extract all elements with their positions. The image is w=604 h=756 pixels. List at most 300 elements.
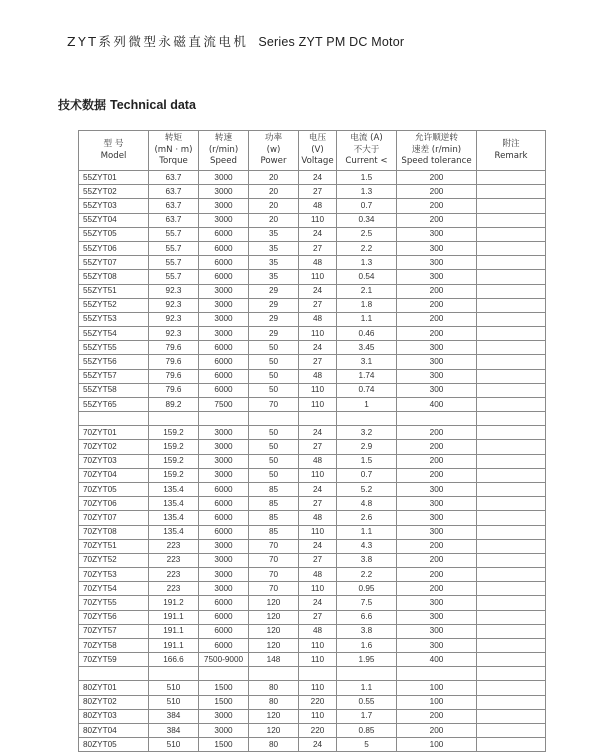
- cell-model: 70ZYT55: [79, 596, 149, 610]
- cell-current: 3.45: [337, 341, 397, 355]
- cell-remark: [477, 511, 546, 525]
- cell-torque: 79.6: [149, 355, 199, 369]
- cell-torque: 63.7: [149, 171, 199, 185]
- cell-speed: 3000: [199, 468, 249, 482]
- cell-model: 70ZYT06: [79, 497, 149, 511]
- cell-remark: [477, 171, 546, 185]
- empty-cell: [79, 667, 149, 681]
- cell-remark: [477, 738, 546, 752]
- cell-remark: [477, 213, 546, 227]
- cell-voltage: 110: [299, 653, 337, 667]
- cell-power: 70: [249, 582, 299, 596]
- cell-speed-tolerance: 300: [397, 383, 477, 397]
- cell-current: 1.6: [337, 639, 397, 653]
- cell-current: 1.3: [337, 256, 397, 270]
- cell-voltage: 27: [299, 553, 337, 567]
- cell-speed-tolerance: 300: [397, 639, 477, 653]
- table-row: [79, 298, 546, 312]
- cell-speed-tolerance: 300: [397, 624, 477, 638]
- cell-current: 0.7: [337, 199, 397, 213]
- empty-cell: [149, 412, 199, 426]
- cell-remark: [477, 256, 546, 270]
- cell-current: 2.2: [337, 568, 397, 582]
- cell-current: 3.8: [337, 624, 397, 638]
- group-separator-row: [79, 412, 546, 426]
- cell-voltage: 110: [299, 709, 337, 723]
- cell-current: 5: [337, 738, 397, 752]
- cell-model: 55ZYT06: [79, 241, 149, 255]
- cell-power: 50: [249, 440, 299, 454]
- cell-model: 55ZYT55: [79, 341, 149, 355]
- section-heading-english: Technical data: [110, 98, 196, 112]
- cell-model: 55ZYT05: [79, 227, 149, 241]
- cell-torque: 510: [149, 695, 199, 709]
- cell-torque: 159.2: [149, 440, 199, 454]
- cell-model: 80ZYT03: [79, 709, 149, 723]
- cell-voltage: 110: [299, 468, 337, 482]
- cell-voltage: 27: [299, 497, 337, 511]
- column-header-line: 转速: [214, 133, 233, 144]
- cell-speed: 6000: [199, 355, 249, 369]
- cell-current: 2.9: [337, 440, 397, 454]
- header-row: [79, 131, 546, 171]
- cell-power: 20: [249, 213, 299, 227]
- cell-power: 29: [249, 312, 299, 326]
- cell-torque: 223: [149, 553, 199, 567]
- cell-torque: 92.3: [149, 284, 199, 298]
- cell-model: 70ZYT56: [79, 610, 149, 624]
- table-row: [79, 213, 546, 227]
- cell-current: 6.6: [337, 610, 397, 624]
- cell-torque: 191.1: [149, 639, 199, 653]
- cell-current: 1.8: [337, 298, 397, 312]
- table-row: [79, 199, 546, 213]
- cell-remark: [477, 539, 546, 553]
- cell-speed-tolerance: 200: [397, 284, 477, 298]
- cell-current: 5.2: [337, 482, 397, 496]
- cell-torque: 166.6: [149, 653, 199, 667]
- cell-power: 50: [249, 369, 299, 383]
- cell-power: 80: [249, 695, 299, 709]
- cell-voltage: 27: [299, 185, 337, 199]
- cell-speed-tolerance: 200: [397, 553, 477, 567]
- cell-voltage: 110: [299, 525, 337, 539]
- cell-power: 50: [249, 383, 299, 397]
- cell-model: 70ZYT04: [79, 468, 149, 482]
- cell-speed-tolerance: 300: [397, 482, 477, 496]
- cell-voltage: 24: [299, 482, 337, 496]
- cell-voltage: 24: [299, 426, 337, 440]
- cell-torque: 63.7: [149, 213, 199, 227]
- cell-speed: 3000: [199, 171, 249, 185]
- cell-voltage: 220: [299, 723, 337, 737]
- table-row: [79, 525, 546, 539]
- cell-model: 70ZYT54: [79, 582, 149, 596]
- cell-torque: 159.2: [149, 426, 199, 440]
- cell-model: 70ZYT52: [79, 553, 149, 567]
- table-row: [79, 639, 546, 653]
- column-header-speed: [199, 131, 249, 171]
- table-row: [79, 497, 546, 511]
- cell-speed: 6000: [199, 624, 249, 638]
- cell-speed: 6000: [199, 270, 249, 284]
- cell-voltage: 27: [299, 440, 337, 454]
- cell-current: 7.5: [337, 596, 397, 610]
- cell-torque: 223: [149, 539, 199, 553]
- column-header-line: (V): [311, 144, 324, 155]
- cell-speed-tolerance: 300: [397, 511, 477, 525]
- cell-torque: 135.4: [149, 525, 199, 539]
- cell-speed: 6000: [199, 639, 249, 653]
- cell-torque: 384: [149, 723, 199, 737]
- cell-remark: [477, 227, 546, 241]
- cell-speed-tolerance: 300: [397, 497, 477, 511]
- cell-model: 55ZYT04: [79, 213, 149, 227]
- cell-power: 20: [249, 199, 299, 213]
- section-heading: [58, 96, 196, 113]
- cell-speed-tolerance: 300: [397, 525, 477, 539]
- cell-speed-tolerance: 300: [397, 355, 477, 369]
- cell-power: 20: [249, 185, 299, 199]
- table-row: [79, 539, 546, 553]
- cell-current: 3.1: [337, 355, 397, 369]
- cell-torque: 223: [149, 568, 199, 582]
- cell-power: 120: [249, 624, 299, 638]
- table-row: [79, 582, 546, 596]
- cell-model: 55ZYT01: [79, 171, 149, 185]
- cell-voltage: 27: [299, 241, 337, 255]
- table-row: [79, 341, 546, 355]
- table-row: [79, 185, 546, 199]
- table-row: [79, 398, 546, 412]
- table-header: [79, 131, 546, 171]
- cell-power: 120: [249, 709, 299, 723]
- cell-model: 55ZYT03: [79, 199, 149, 213]
- cell-torque: 135.4: [149, 497, 199, 511]
- cell-voltage: 110: [299, 327, 337, 341]
- column-header-current: [337, 131, 397, 171]
- cell-power: 85: [249, 525, 299, 539]
- cell-speed: 1500: [199, 738, 249, 752]
- table-body: [79, 171, 546, 752]
- table-row: [79, 468, 546, 482]
- column-header-line: 电压: [308, 133, 327, 144]
- title-english: Series ZYT PM DC Motor: [258, 35, 405, 49]
- cell-torque: 159.2: [149, 468, 199, 482]
- cell-speed-tolerance: 200: [397, 171, 477, 185]
- cell-speed-tolerance: 200: [397, 454, 477, 468]
- empty-cell: [299, 667, 337, 681]
- cell-current: 0.55: [337, 695, 397, 709]
- cell-voltage: 48: [299, 199, 337, 213]
- cell-voltage: 27: [299, 298, 337, 312]
- cell-voltage: 24: [299, 596, 337, 610]
- cell-speed: 3000: [199, 440, 249, 454]
- cell-speed: 6000: [199, 341, 249, 355]
- cell-model: 80ZYT04: [79, 723, 149, 737]
- cell-model: 70ZYT58: [79, 639, 149, 653]
- table-row: [79, 568, 546, 582]
- cell-speed-tolerance: 200: [397, 468, 477, 482]
- cell-remark: [477, 653, 546, 667]
- empty-cell: [199, 667, 249, 681]
- cell-power: 70: [249, 553, 299, 567]
- cell-speed: 6000: [199, 596, 249, 610]
- table-row: [79, 440, 546, 454]
- table-row: [79, 241, 546, 255]
- cell-voltage: 27: [299, 610, 337, 624]
- cell-remark: [477, 312, 546, 326]
- cell-voltage: 48: [299, 511, 337, 525]
- cell-torque: 159.2: [149, 454, 199, 468]
- cell-speed-tolerance: 200: [397, 582, 477, 596]
- cell-current: 2.2: [337, 241, 397, 255]
- cell-power: 50: [249, 355, 299, 369]
- cell-current: 2.6: [337, 511, 397, 525]
- cell-remark: [477, 185, 546, 199]
- cell-remark: [477, 681, 546, 695]
- cell-remark: [477, 582, 546, 596]
- column-header-line: (mN · m): [154, 144, 193, 155]
- cell-power: 20: [249, 171, 299, 185]
- cell-model: 70ZYT53: [79, 568, 149, 582]
- column-header-torque: [149, 131, 199, 171]
- cell-model: 70ZYT59: [79, 653, 149, 667]
- column-header-line: Voltage: [301, 156, 334, 167]
- cell-model: 70ZYT07: [79, 511, 149, 525]
- cell-speed-tolerance: 200: [397, 312, 477, 326]
- cell-speed-tolerance: 300: [397, 610, 477, 624]
- cell-power: 35: [249, 270, 299, 284]
- cell-speed: 6000: [199, 511, 249, 525]
- table-row: [79, 270, 546, 284]
- table-row: [79, 383, 546, 397]
- cell-speed: 6000: [199, 256, 249, 270]
- cell-remark: [477, 454, 546, 468]
- table-row: [79, 227, 546, 241]
- cell-model: 55ZYT51: [79, 284, 149, 298]
- cell-current: 0.85: [337, 723, 397, 737]
- cell-speed: 3000: [199, 723, 249, 737]
- column-header-line: Current <: [345, 156, 388, 167]
- cell-torque: 55.7: [149, 256, 199, 270]
- cell-remark: [477, 369, 546, 383]
- cell-speed: 1500: [199, 695, 249, 709]
- cell-power: 120: [249, 639, 299, 653]
- cell-remark: [477, 426, 546, 440]
- title-chinese: ZYT系列微型永磁直流电机: [67, 34, 249, 49]
- table-row: [79, 482, 546, 496]
- cell-model: 55ZYT52: [79, 298, 149, 312]
- cell-torque: 63.7: [149, 199, 199, 213]
- cell-power: 35: [249, 256, 299, 270]
- cell-voltage: 24: [299, 284, 337, 298]
- cell-speed: 3000: [199, 568, 249, 582]
- cell-torque: 89.2: [149, 398, 199, 412]
- cell-speed: 3000: [199, 582, 249, 596]
- cell-remark: [477, 440, 546, 454]
- cell-speed: 6000: [199, 525, 249, 539]
- cell-remark: [477, 553, 546, 567]
- table-row: [79, 454, 546, 468]
- cell-model: 70ZYT03: [79, 454, 149, 468]
- empty-cell: [149, 667, 199, 681]
- cell-torque: 223: [149, 582, 199, 596]
- cell-power: 29: [249, 284, 299, 298]
- cell-speed-tolerance: 200: [397, 709, 477, 723]
- cell-speed-tolerance: 200: [397, 199, 477, 213]
- cell-remark: [477, 284, 546, 298]
- cell-remark: [477, 398, 546, 412]
- cell-model: 70ZYT01: [79, 426, 149, 440]
- cell-remark: [477, 270, 546, 284]
- cell-model: 55ZYT02: [79, 185, 149, 199]
- cell-power: 29: [249, 327, 299, 341]
- cell-voltage: 110: [299, 383, 337, 397]
- cell-torque: 135.4: [149, 482, 199, 496]
- cell-remark: [477, 596, 546, 610]
- empty-cell: [249, 667, 299, 681]
- cell-voltage: 24: [299, 341, 337, 355]
- cell-torque: 79.6: [149, 383, 199, 397]
- cell-remark: [477, 695, 546, 709]
- cell-torque: 55.7: [149, 227, 199, 241]
- cell-speed-tolerance: 200: [397, 213, 477, 227]
- column-header-line: 不大于: [353, 144, 380, 155]
- column-header-remark: [477, 131, 546, 171]
- column-header-line: (r/min): [208, 144, 239, 155]
- cell-current: 2.1: [337, 284, 397, 298]
- column-header-line: Speed tolerance: [401, 156, 472, 167]
- cell-speed-tolerance: 200: [397, 298, 477, 312]
- cell-torque: 191.1: [149, 624, 199, 638]
- cell-speed-tolerance: 200: [397, 426, 477, 440]
- table-row: [79, 171, 546, 185]
- cell-power: 70: [249, 398, 299, 412]
- cell-speed: 3000: [199, 284, 249, 298]
- cell-model: 80ZYT02: [79, 695, 149, 709]
- cell-speed: 7500-9000: [199, 653, 249, 667]
- cell-speed: 6000: [199, 369, 249, 383]
- cell-voltage: 27: [299, 355, 337, 369]
- cell-speed-tolerance: 400: [397, 398, 477, 412]
- cell-speed-tolerance: 300: [397, 241, 477, 255]
- cell-torque: 92.3: [149, 298, 199, 312]
- cell-current: 1.5: [337, 171, 397, 185]
- table-row: [79, 653, 546, 667]
- cell-speed: 6000: [199, 497, 249, 511]
- cell-torque: 55.7: [149, 241, 199, 255]
- cell-voltage: 48: [299, 568, 337, 582]
- table-row: [79, 511, 546, 525]
- cell-remark: [477, 327, 546, 341]
- cell-power: 120: [249, 596, 299, 610]
- cell-speed-tolerance: 300: [397, 341, 477, 355]
- cell-power: 120: [249, 610, 299, 624]
- empty-cell: [337, 412, 397, 426]
- cell-speed: 6000: [199, 383, 249, 397]
- cell-speed: 6000: [199, 227, 249, 241]
- cell-speed: 6000: [199, 482, 249, 496]
- table-row: [79, 327, 546, 341]
- cell-torque: 191.1: [149, 610, 199, 624]
- table-row: [79, 284, 546, 298]
- cell-torque: 55.7: [149, 270, 199, 284]
- cell-model: 55ZYT08: [79, 270, 149, 284]
- cell-power: 85: [249, 482, 299, 496]
- cell-current: 1.74: [337, 369, 397, 383]
- cell-speed-tolerance: 200: [397, 723, 477, 737]
- column-header-line: 附注: [502, 139, 520, 149]
- cell-model: 55ZYT65: [79, 398, 149, 412]
- cell-remark: [477, 525, 546, 539]
- column-header-line: 速差 (r/min): [411, 144, 462, 155]
- cell-model: 80ZYT01: [79, 681, 149, 695]
- column-header-line: Speed: [210, 156, 237, 167]
- empty-cell: [79, 412, 149, 426]
- empty-cell: [477, 667, 546, 681]
- cell-voltage: 110: [299, 582, 337, 596]
- cell-power: 70: [249, 539, 299, 553]
- column-header-line: 允许顺逆转: [415, 133, 458, 144]
- cell-torque: 384: [149, 709, 199, 723]
- cell-power: 70: [249, 568, 299, 582]
- cell-remark: [477, 298, 546, 312]
- cell-speed-tolerance: 200: [397, 440, 477, 454]
- document-title: [67, 32, 404, 50]
- cell-speed-tolerance: 100: [397, 681, 477, 695]
- cell-speed: 3000: [199, 298, 249, 312]
- cell-torque: 92.3: [149, 312, 199, 326]
- cell-speed-tolerance: 100: [397, 738, 477, 752]
- cell-model: 70ZYT02: [79, 440, 149, 454]
- cell-voltage: 24: [299, 738, 337, 752]
- table-row: [79, 709, 546, 723]
- table-row: [79, 681, 546, 695]
- cell-current: 3.8: [337, 553, 397, 567]
- technical-data-table: [78, 130, 546, 752]
- table-row: [79, 610, 546, 624]
- cell-speed-tolerance: 200: [397, 185, 477, 199]
- cell-power: 29: [249, 298, 299, 312]
- empty-cell: [397, 412, 477, 426]
- cell-current: 0.34: [337, 213, 397, 227]
- cell-model: 70ZYT51: [79, 539, 149, 553]
- column-header-line: Torque: [159, 156, 188, 167]
- cell-current: 1.5: [337, 454, 397, 468]
- cell-power: 50: [249, 468, 299, 482]
- cell-remark: [477, 624, 546, 638]
- cell-current: 0.7: [337, 468, 397, 482]
- cell-power: 85: [249, 511, 299, 525]
- cell-torque: 191.2: [149, 596, 199, 610]
- empty-cell: [299, 412, 337, 426]
- cell-current: 1.1: [337, 525, 397, 539]
- column-header-line: 功率: [264, 133, 283, 144]
- cell-remark: [477, 341, 546, 355]
- empty-cell: [199, 412, 249, 426]
- column-header-power: [249, 131, 299, 171]
- cell-power: 50: [249, 454, 299, 468]
- cell-model: 55ZYT57: [79, 369, 149, 383]
- cell-model: 80ZYT05: [79, 738, 149, 752]
- group-separator-row: [79, 667, 546, 681]
- cell-speed: 3000: [199, 213, 249, 227]
- cell-power: 35: [249, 227, 299, 241]
- cell-voltage: 48: [299, 624, 337, 638]
- table-row: [79, 738, 546, 752]
- table-row: [79, 553, 546, 567]
